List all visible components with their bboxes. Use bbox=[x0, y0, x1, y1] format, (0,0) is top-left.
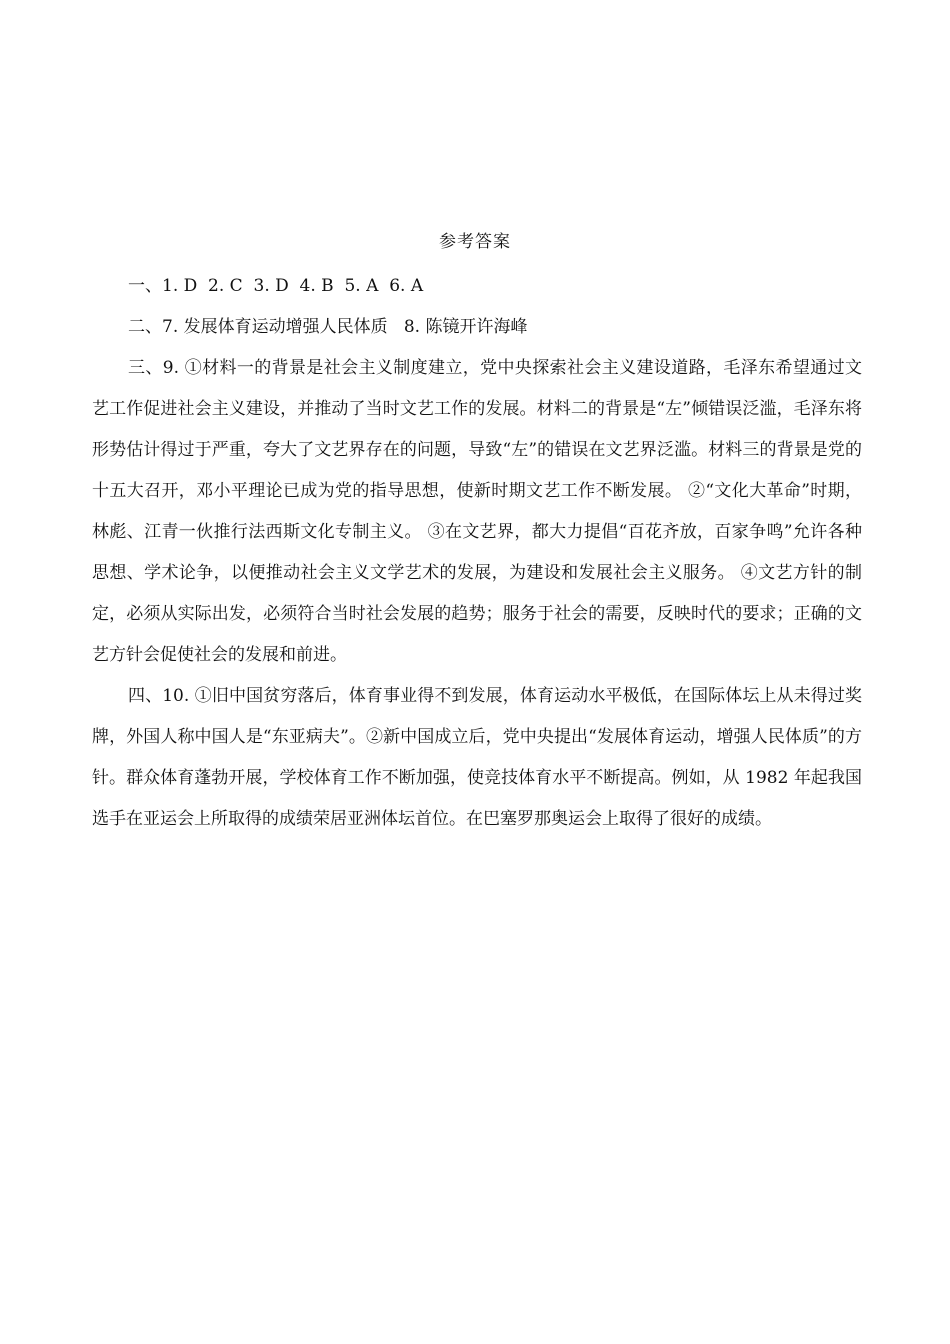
section-1-answers: 一、1. D 2. C 3. D 4. B 5. A 6. A bbox=[128, 276, 424, 296]
section-3-answers: 三、9. ①材料一的背景是社会主义制度建立，党中央探索社会主义建设道路，毛泽东希望通过文艺工作促进社会主义建设，并推动了当时文艺工作的发展。材料二的背景是“左”倾错误泛滥，毛泽东将形势估计得过于严重，夸大了文艺界存在的问题，导致“左”的错误在文艺界泛滥。材料三的背景是党的十五大召开，邓小平理论已成为党的指导思想，使新时期文艺工作不断发展。 ②“文化大革命”时期，林彪、江青一伙推行法西斯文化专制主义。 ③在文艺界，都大力提倡“百花齐放，百家争鸣”允许各种思想、学术论争，以便推动社会主义文学艺术的发展，为建设和发展社会主义服务。 ④文艺方针的制定，必须从实际出发，必须符合当时社会发展的趋势；服务于社会的需要，反映时代的要求；正确的文艺方针会促使社会的发展和前进。 bbox=[92, 358, 862, 665]
section-2-answers: 二、7. 发展体育运动增强人民体质 8. 陈镜开许海峰 bbox=[128, 317, 528, 337]
document-title: 参考答案 bbox=[439, 232, 511, 252]
section-4-answers: 四、10. ①旧中国贫穷落后，体育事业得不到发展，体育运动水平极低，在国际体坛上从未得过奖牌，外国人称中国人是“东亚病夫”。②新中国成立后，党中央提出“发展体育运动，增强人民体质”的方针。群众体育蓬勃开展，学校体育工作不断加强，使竞技体育水平不断提高。例如，从 1982 年起我国选手在亚运会上所取得的成绩荣居亚洲体坛首位。在巴塞罗那奥运会上取得了很好的成绩。 bbox=[92, 686, 862, 829]
answer-body bbox=[92, 266, 862, 840]
